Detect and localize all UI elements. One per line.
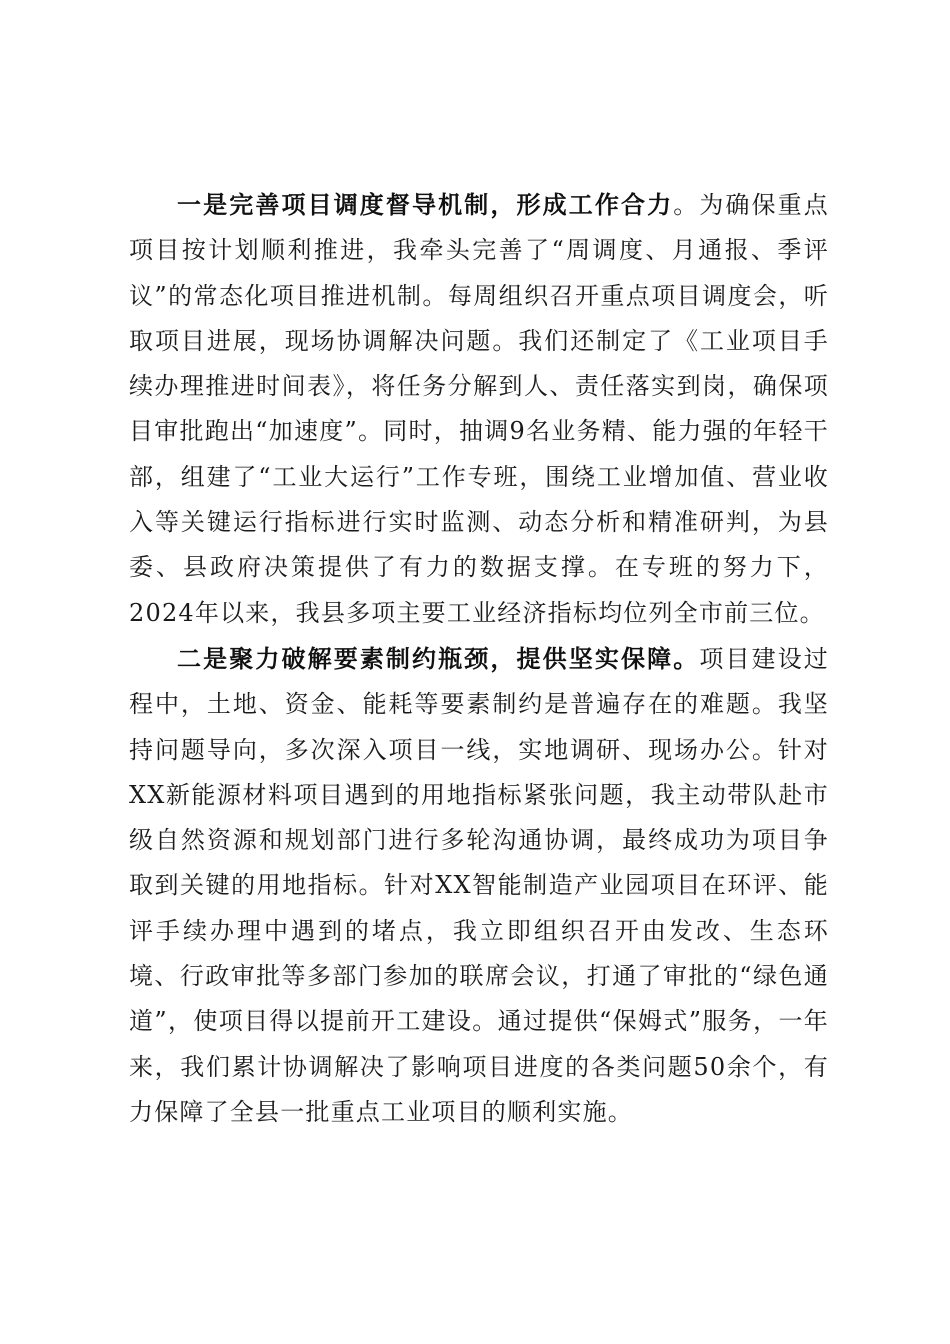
paragraph-1-text: 。为确保重点项目按计划顺利推进，我牵头完善了“周调度、月通报、季评议”的常态化项目推进机制。每周组织召开重点项目调度会，听取项目进展，现场协调解决问题。我们还制定了《工业项目手续办理推进时间表》，将任务分解到人、责任落实到岗，确保项目审批跑出“加速度”。同时，抽调9名业务精、能力强的年轻干部，组建了“工业大运行”工作专班，围绕工业增加值、营业收入等关键运行指标进行实时监测、动态分析和精准研判，为县委、县政府决策提供了有力的数据支撑。在专班的努力下，2024年以来，我县多项主要工业经济指标均位列全市前三位。: [129, 191, 829, 627]
paragraph-1-lead: 一是完善项目调度督导机制，形成工作合力: [177, 190, 674, 219]
paragraph-2: [129, 636, 829, 1135]
paragraph-2-text: 项目建设过程中，土地、资金、能耗等要素制约是普遍存在的难题。我坚持问题导向，多次深入项目一线，实地调研、现场办公。针对XX新能源材料项目遇到的用地指标紧张问题，我主动带队赴市级自然资源和规划部门进行多轮沟通协调，最终成功为项目争取到关键的用地指标。针对XX智能制造产业园项目在环评、能评手续办理中遇到的堵点，我立即组织召开由发改、生态环境、行政审批等多部门参加的联席会议，打通了审批的“绿色通道”，使项目得以提前开工建设。通过提供“保姆式”服务，一年来，我们累计协调解决了影响项目进度的各类问题50余个，有力保障了全县一批重点工业项目的顺利实施。: [129, 644, 830, 1126]
document-body: [129, 182, 829, 1135]
paragraph-1: [129, 182, 829, 636]
paragraph-2-lead: 二是聚力破解要素制约瓶颈，提供坚实保障。: [177, 643, 700, 673]
